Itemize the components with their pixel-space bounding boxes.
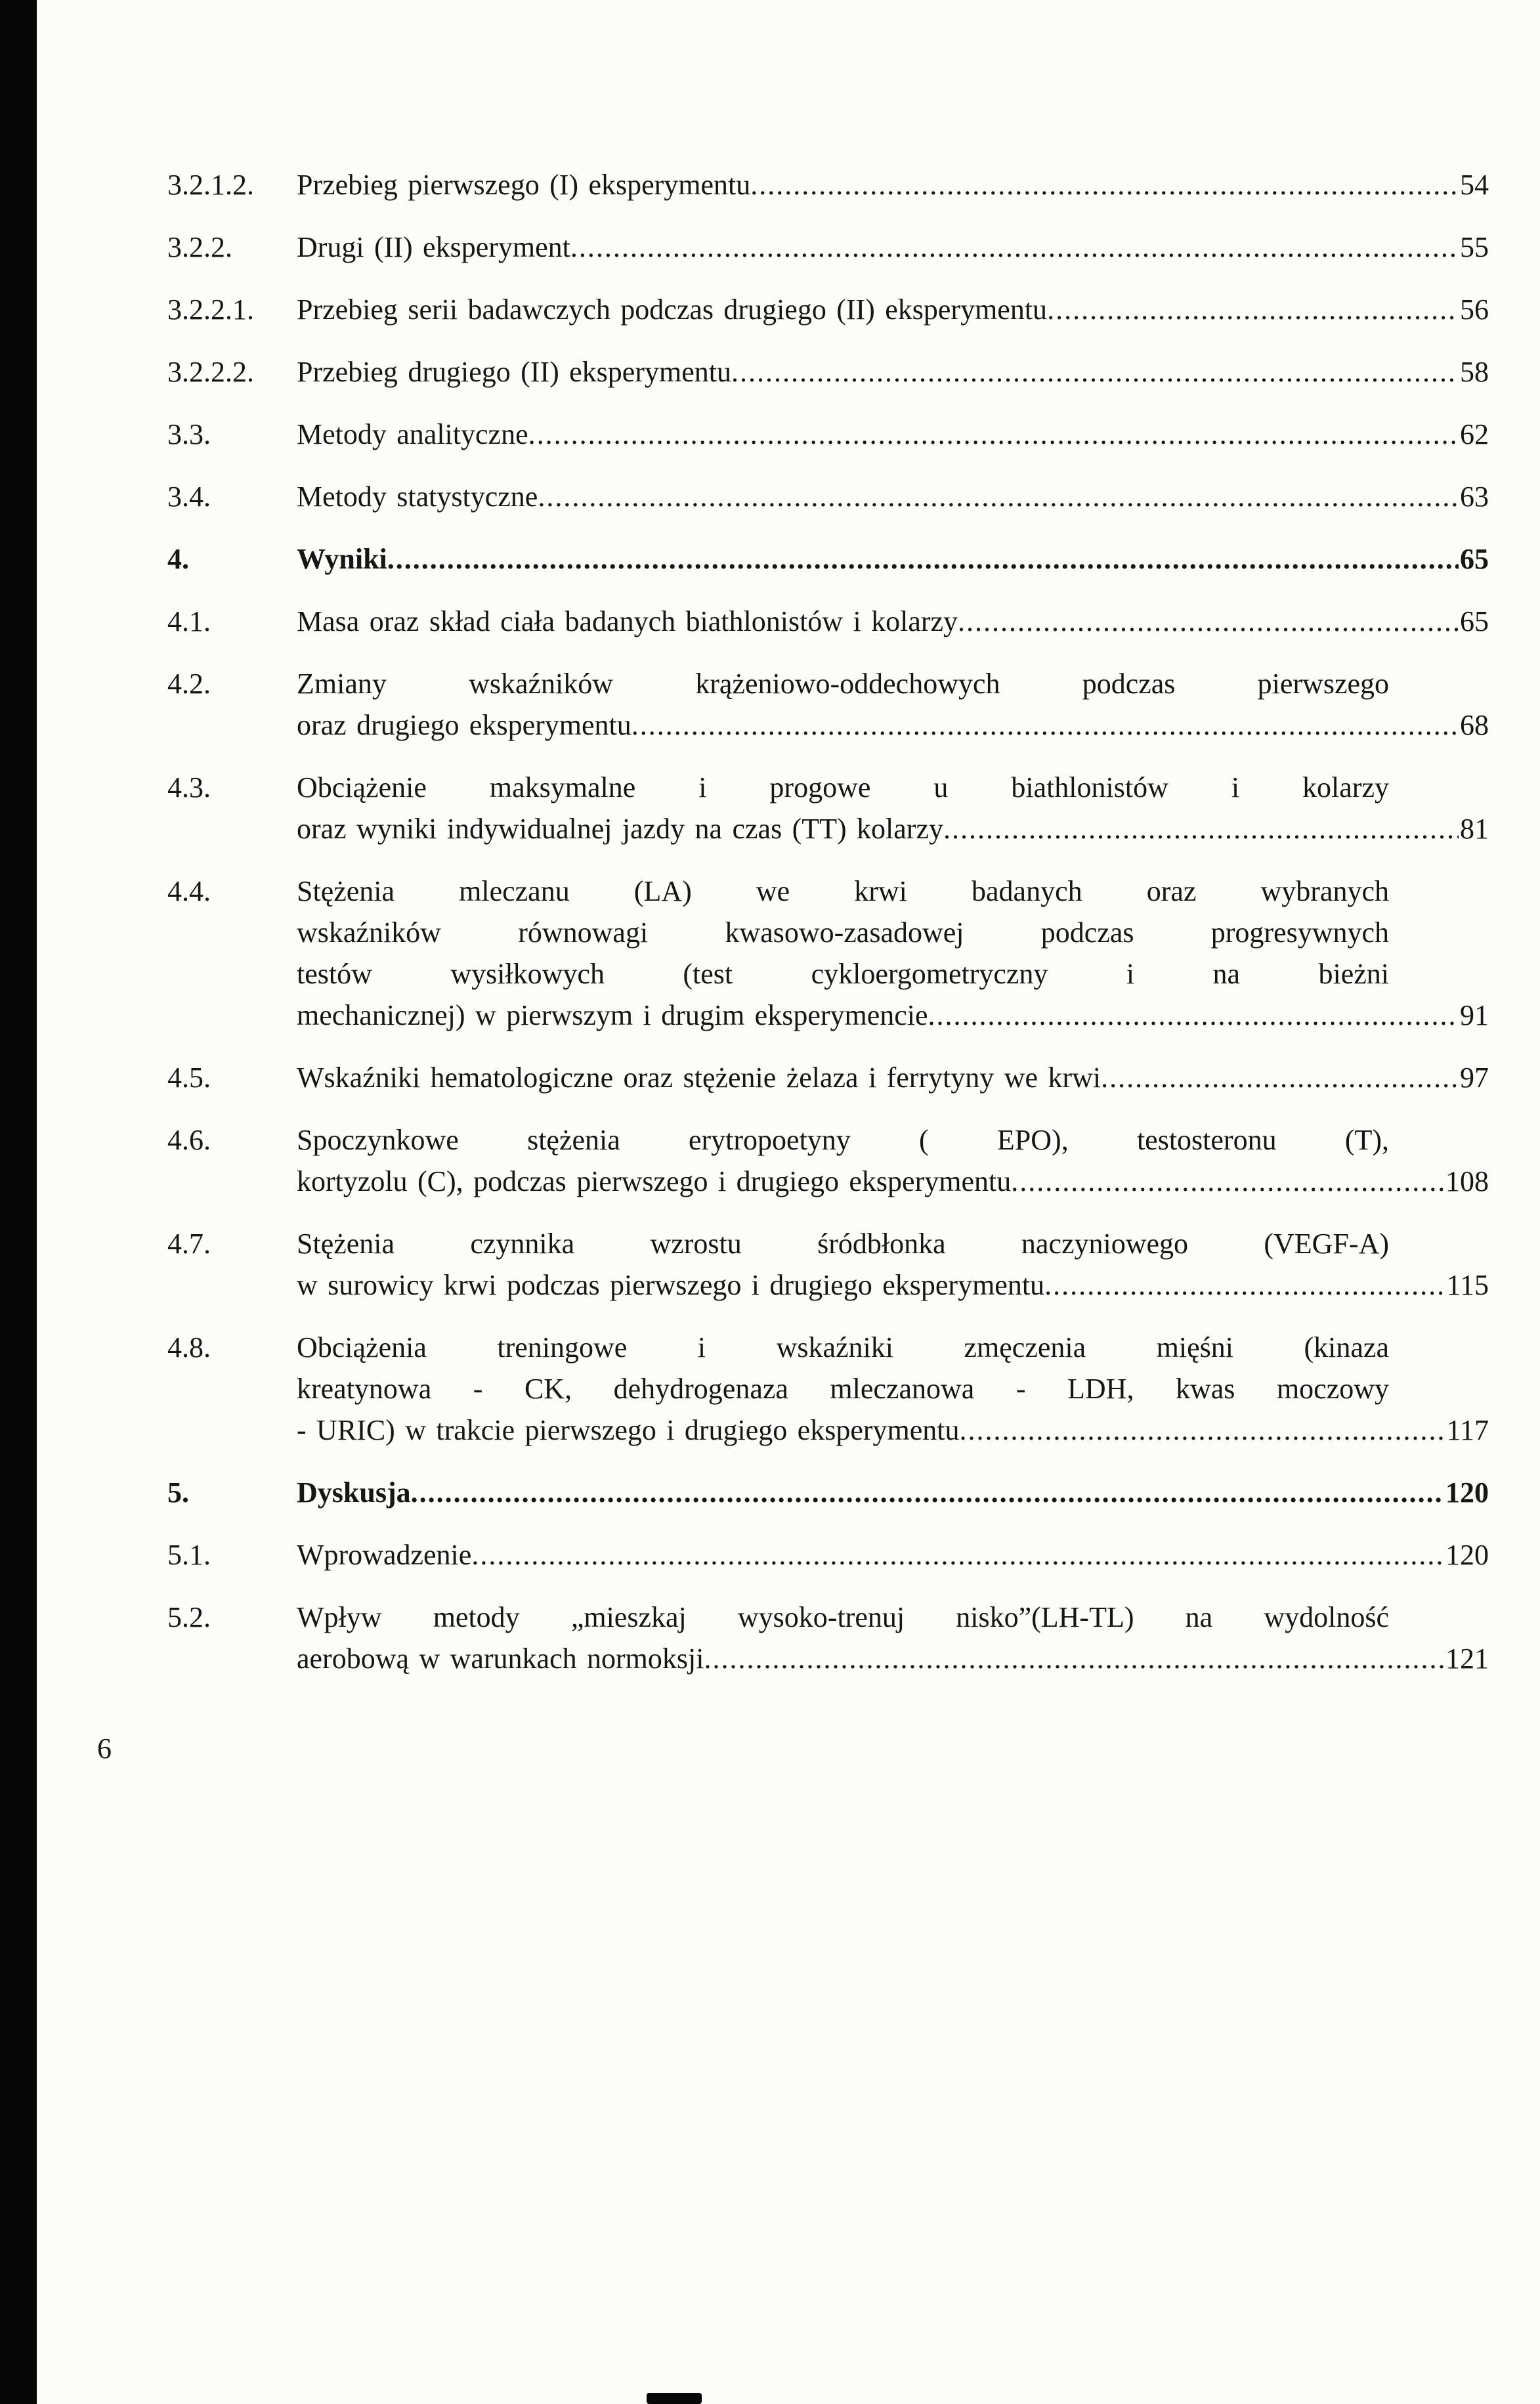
dot-leader [411,1472,1444,1513]
toc-entry [167,1057,1489,1098]
toc-entry-title-line: Zmiany wskaźników krążeniowo-oddechowych podczas pierwszego [297,668,1389,700]
toc-entry [167,1534,1489,1576]
toc-entry-title-line: wskaźników równowagi kwasowo-zasadowej podczas progresywnych [297,916,1389,949]
dot-leader [1047,289,1459,330]
dot-leader [570,226,1459,268]
toc-entry-body [297,1472,1489,1513]
toc-entry-number: 3.3. [167,418,211,450]
dot-leader [750,164,1459,205]
toc-entry-number: 4.3. [167,771,211,804]
toc-entry-title-line: Stężenia mleczanu (LA) we krwi badanych oraz wybranych [297,875,1389,907]
page-footer-number: 6 [97,1732,112,1765]
toc-entry-body [297,767,1489,849]
toc-entry-last-line [297,289,1489,330]
toc-entry-title: Przebieg serii badawczych podczas drugiego (II) eksperymentu [297,293,1048,326]
toc-entry [167,1119,1489,1202]
toc-entry-last-line [297,351,1489,393]
toc-entry-page-number: 62 [1460,418,1489,450]
dot-leader [943,808,1459,849]
toc-entry-number: 3.4. [167,481,211,513]
toc-entry-page-number: 63 [1460,481,1489,513]
toc-entry-title-line: Wpływ metody „mieszkaj wysoko-trenuj nisko”(LH-TL) na wydolność [297,1601,1389,1633]
toc-entry-page-number: 81 [1460,813,1489,845]
toc-entry-title: - URIC) w trakcie pierwszego i drugiego eksperymentu [297,1414,960,1446]
toc-entry-body [297,476,1489,517]
dot-leader [528,414,1459,455]
dot-leader [958,601,1459,642]
toc-entry-body [297,538,1489,580]
toc-entry-title: oraz drugiego eksperymentu [297,709,631,741]
toc-entry-last-line [297,1409,1489,1451]
toc-entry-number: 5.1. [167,1539,211,1571]
dot-leader [960,1409,1445,1451]
toc-entry [167,476,1489,517]
toc-entry-last-line [297,1534,1489,1576]
toc-entry-number: 4. [167,543,189,575]
toc-entry-number: 5. [167,1476,189,1509]
toc-entry [167,1597,1489,1679]
toc-entry-title: Dyskusja [297,1476,411,1509]
toc-entry [167,164,1489,205]
toc-entry-body [297,1119,1489,1202]
toc-entry-body [297,351,1489,393]
toc-entry-body [297,1057,1489,1098]
toc-entry-title: Metody analityczne [297,418,528,450]
toc-entry-body [297,663,1489,746]
toc-entry-title: Wprowadzenie [297,1539,472,1571]
toc-entry-number: 4.6. [167,1124,211,1156]
toc-entry [167,870,1489,1036]
toc-entry-page-number: 65 [1460,543,1489,575]
toc-entry-last-line [297,601,1489,642]
toc-entry-body [297,1597,1489,1679]
toc-entry-last-line [297,226,1489,268]
toc-entry-last-line [297,1057,1489,1098]
toc-entry-page-number: 58 [1460,356,1489,388]
toc-entry [167,351,1489,393]
toc-entry-body [297,870,1489,1036]
toc-entry-title-line: Obciążenia treningowe i wskaźniki zmęczenia mięśni (kinaza [297,1331,1389,1363]
toc-entry-title: Metody statystyczne [297,481,538,513]
toc-entry-body [297,1327,1489,1451]
toc-entry-body [297,1223,1489,1306]
toc-entry-title-line: Stężenia czynnika wzrostu śródbłonka naczyniowego (VEGF-A) [297,1228,1389,1260]
toc-entry-title: Przebieg drugiego (II) eksperymentu [297,356,731,388]
toc-entry [167,767,1489,849]
toc-entry-title: w surowicy krwi podczas pierwszego i drugiego eksperymentu [297,1269,1045,1301]
toc-entry-title: mechanicznej) w pierwszym i drugim eksperymencie [297,999,928,1031]
table-of-contents [167,164,1489,1700]
toc-entry-number: 3.2.2. [167,231,232,263]
toc-entry-page-number: 56 [1460,293,1489,326]
toc-entry-title: aerobową w warunkach normoksji [297,1642,704,1675]
toc-entry-number: 4.1. [167,605,211,637]
toc-entry-body [297,226,1489,268]
toc-entry-title: Przebieg pierwszego (I) eksperymentu [297,169,751,201]
toc-entry-page-number: 120 [1445,1539,1489,1571]
toc-entry-number: 5.2. [167,1601,211,1633]
toc-entry-page-number: 91 [1460,999,1489,1031]
toc-entry-page-number: 115 [1446,1269,1489,1301]
toc-entry-last-line [297,476,1489,517]
toc-entry [167,1223,1489,1306]
scan-smudge [647,2393,702,2404]
toc-entry [167,226,1489,268]
toc-entry-title-line: testów wysiłkowych (test cykloergometryczny i na bieżni [297,958,1389,990]
toc-entry [167,663,1489,746]
toc-entry [167,1327,1489,1451]
toc-entry-last-line [297,704,1489,746]
toc-entry-page-number: 121 [1445,1642,1489,1675]
toc-entry-last-line [297,1161,1489,1202]
toc-entry-last-line [297,414,1489,455]
toc-entry-page-number: 97 [1460,1062,1489,1094]
toc-entry-title: Wyniki [297,543,387,575]
toc-entry-title: oraz wyniki indywidualnej jazdy na czas (TT) kolarzy [297,813,943,845]
toc-entry-number: 4.8. [167,1331,211,1363]
toc-entry-title: Drugi (II) eksperyment [297,231,570,263]
toc-entry-number: 3.2.2.1. [167,293,254,326]
toc-entry-page-number: 117 [1446,1414,1489,1446]
toc-entry-title-line: Obciążenie maksymalne i progowe u biathlonistów i kolarzy [297,771,1389,804]
toc-entry-page-number: 54 [1460,169,1489,201]
dot-leader [704,1638,1444,1679]
scan-binding-bar [0,0,37,2404]
toc-entry-page-number: 108 [1445,1165,1489,1197]
toc-entry-number: 4.4. [167,875,211,907]
toc-entry-last-line [297,1472,1489,1513]
toc-entry-number: 4.2. [167,668,211,700]
toc-entry-title-line: kreatynowa - CK, dehydrogenaza mleczanowa - LDH, kwas moczowy [297,1373,1389,1405]
dot-leader [538,476,1459,517]
dot-leader [631,704,1459,746]
toc-entry-body [297,1534,1489,1576]
toc-entry [167,601,1489,642]
toc-entry-page-number: 65 [1460,605,1489,637]
toc-entry-last-line [297,1638,1489,1679]
toc-entry-number: 3.2.2.2. [167,356,254,388]
toc-entry-body [297,414,1489,455]
toc-entry-last-line [297,538,1489,580]
toc-entry-title-line: Spoczynkowe stężenia erytropoetyny ( EPO), testosteronu (T), [297,1124,1389,1156]
toc-entry-title: Wskaźniki hematologiczne oraz stężenie żelaza i ferrytyny we krwi [297,1062,1102,1094]
toc-entry-last-line [297,995,1489,1036]
dot-leader [1011,1161,1444,1202]
toc-entry-last-line [297,164,1489,205]
dot-leader [387,538,1459,580]
toc-entry-title: kortyzolu (C), podczas pierwszego i drugiego eksperymentu [297,1165,1012,1197]
toc-entry [167,414,1489,455]
toc-entry-number: 3.2.1.2. [167,169,254,201]
toc-entry [167,289,1489,330]
toc-entry-last-line [297,808,1489,849]
toc-entry-chapter [167,538,1489,580]
dot-leader [928,995,1459,1036]
toc-entry-page-number: 55 [1460,231,1489,263]
dot-leader [471,1534,1444,1576]
toc-entry-chapter [167,1472,1489,1513]
toc-entry-page-number: 120 [1445,1476,1489,1509]
toc-entry-body [297,289,1489,330]
toc-entry-last-line [297,1264,1489,1306]
dot-leader [1044,1264,1445,1306]
dot-leader [1101,1057,1459,1098]
toc-entry-number: 4.7. [167,1228,211,1260]
toc-entry-number: 4.5. [167,1062,211,1094]
dot-leader [731,351,1459,393]
toc-entry-page-number: 68 [1460,709,1489,741]
toc-entry-body [297,601,1489,642]
toc-entry-title: Masa oraz skład ciała badanych biathlonistów i kolarzy [297,605,958,637]
toc-entry-body [297,164,1489,205]
